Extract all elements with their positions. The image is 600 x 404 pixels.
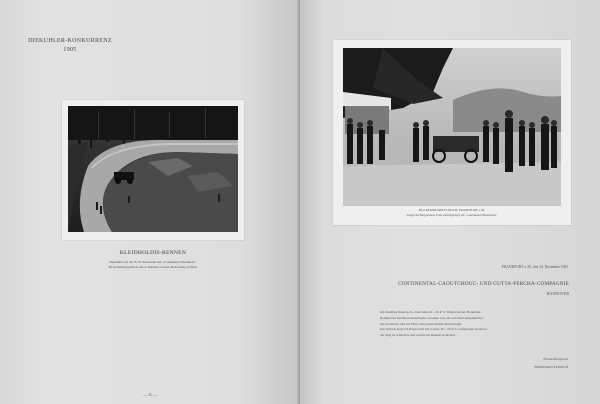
right-photo-caption: [343, 208, 561, 217]
letter-line: Die Gründe kann ich Ihnen auch nur wieder 40—50 P. S. Lieferanten erwarten,: [380, 327, 488, 332]
caption-line: Sieger im Bergrennen, Preis zurückgelegt auf „Continental-Pneumatic": [406, 212, 498, 217]
signatory: BERNHARD FLINSCH: [534, 365, 568, 369]
letter-line: Konkurrenz mit Ihren Pneumatiks versehen war, die sich zum Zeitpunkt hat: [380, 315, 483, 320]
left-photo-caption-title: KLEIDHOLDIS-RENNEN: [119, 250, 187, 256]
page-number: — 11 —: [143, 392, 157, 397]
right-page: [300, 0, 600, 404]
letter-line: Ich bestätige Ihnen gern, dass mein 40—50 P. S. Wagen bei der Herkomer-: [380, 310, 482, 314]
caption-line: im Kanalbergsgebiete des 4. Mannes von der Bestrebung eröffnet: [108, 265, 198, 269]
right-photo-mount: [333, 40, 571, 225]
caption-line: Herr BERNHARD FLINSCH, FRANKFURT a. M.: [419, 208, 485, 212]
competition-year: 1905: [63, 47, 77, 53]
letter-signoff: [450, 355, 568, 371]
competition-title: DIEKUHLER-KONKURRENZ: [28, 38, 112, 44]
letter-body: [380, 310, 570, 339]
left-page-header: [20, 37, 120, 55]
left-photo-mount: [62, 100, 244, 240]
recipient-company: CONTINENTAL-CAOUTCHOUC- UND GUTTA-PERCHA-COMPAGNIE: [398, 281, 569, 287]
letter-line: der Sieg ist schnell in und welche im Rennen erreichen.: [380, 333, 456, 338]
race-track-photo: [68, 106, 238, 232]
group-with-car-photo: [343, 48, 561, 206]
letter-dateline: FRANKFURT a. M., den 14. November 1905: [502, 265, 568, 269]
left-photo-caption-body: [62, 260, 244, 270]
closing: Hochachtungsvoll: [543, 357, 568, 361]
recipient-city: HANNOVER: [546, 291, 569, 296]
letter-line: bei bewährten und bei Fahrt ohne jeden Defekt überstanden.: [380, 321, 462, 326]
caption-line: Rennfahrt auf der B.-B. Rennbahn mit „Continental-Pneumatic": [109, 260, 197, 264]
